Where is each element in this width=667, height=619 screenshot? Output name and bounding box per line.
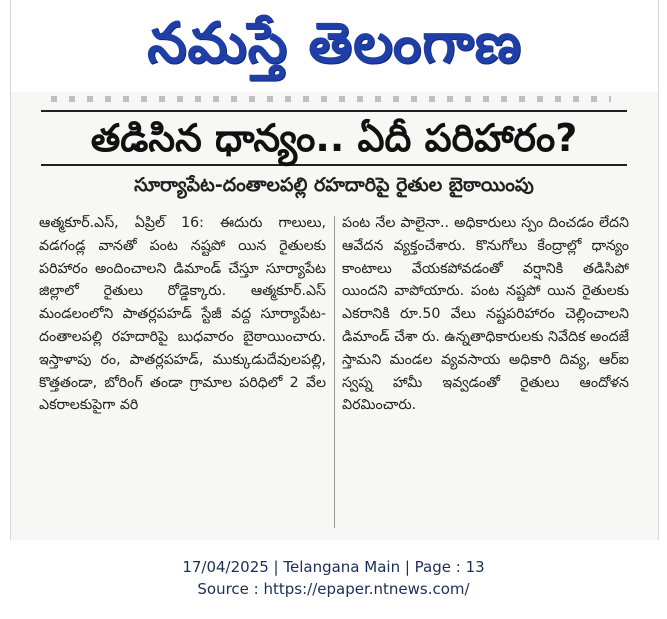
article-body [39, 212, 629, 532]
article-subheadline: సూర్యాపేట-దంతాలపల్లి రహదారిపై రైతుల బైఠాయింపు [134, 174, 534, 196]
source-footer [0, 556, 667, 600]
article-column-right [342, 212, 629, 532]
headline-box [41, 110, 627, 166]
column-left-text: ఆత్మకూర్.ఎస్, ఏప్రిల్ 16: ఈదురు గాలులు, వడగండ్ల వానతో పంట నష్టపో యిన రైతులకు పరిహారం అందించాలని డిమాండ్ చేస్తూ సూర్యాపేట జిల్లాలో రైతులు రోడ్డెక్కారు. ఆత్మకూర్.ఎస్ మండలంలోని పాతర్లపహడ్ స్టేజీ వద్ద సూర్యాపేట-దంతాలపల్లి రహదారిపై బుధవారం బైఠాయించారు. ఇస్తాళాపు రం, పాతర్లపహడ్, ముక్కుడుదేవులపల్లి, కొత్తతండా, బోరింగ్ తండా గ్రామాల పరిధిలో 2 వేల ఎకరాలకుపైగా వరి [39, 215, 326, 414]
column-right-text: పంట నేల పాలైనా.. అధికారులు స్పం దించడం లేదని ఆవేదన వ్యక్తంచేశారు. కొనుగోలు కేంద్రాల్లో ధాన్యం కాంటాలు వేయకపోవడంతో వర్షానికి తడిసిపో యిందని వాపోయారు. పంట నష్టపో యిన రైతులకు ఎకరానికి రూ.50 వేలు నష్టపరిహారం చెల్లించాలని డిమాండ్ చేశా రు. ఉన్నతాధికారులకు నివేదిక అందజే స్తామని మండల వ్యవసాయ అధికారి దివ్య, ఆర్ఐ స్వప్న హామీ ఇవ్వడంతో రైతులు ఆందోళన విరమించారు. [342, 215, 629, 414]
masthead [11, 0, 658, 92]
newspaper-clipping [10, 0, 659, 540]
article-column-left [39, 212, 326, 532]
article-headline: తడిసిన ధాన్యం.. ఏదీ పరిహారం? [90, 116, 578, 160]
edition-info: 17/04/2025 | Telangana Main | Page : 13 [182, 558, 485, 576]
source-link: Source : https://epaper.ntnews.com/ [197, 580, 470, 598]
column-divider [334, 216, 335, 528]
clipping-cut-edge [51, 96, 611, 102]
newspaper-logo: నమస్తే తెలంగాణ [147, 11, 522, 76]
